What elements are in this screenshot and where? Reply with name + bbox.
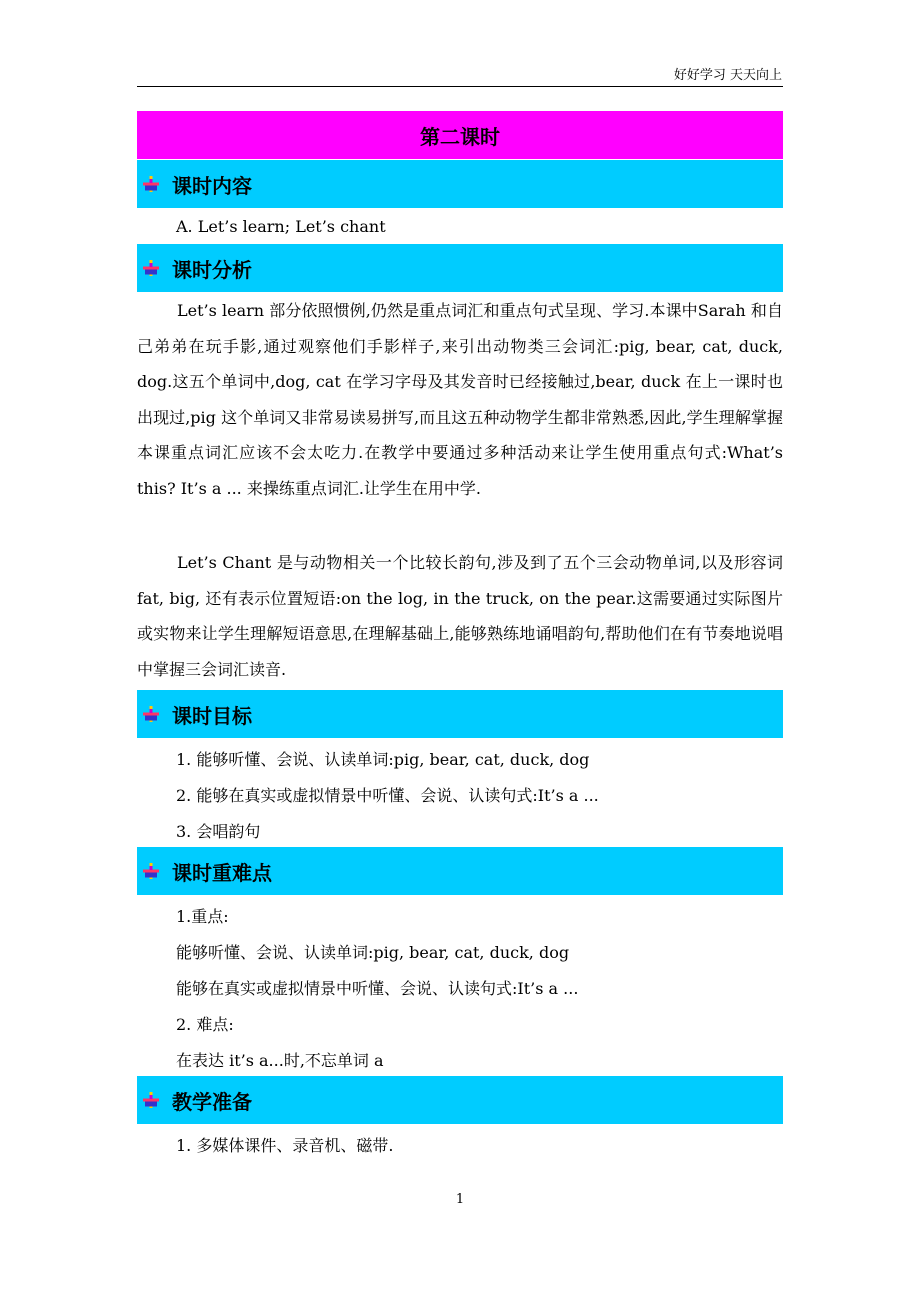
section-heading: 教学准备 bbox=[172, 1089, 252, 1114]
goal-item: 2. 能够在真实或虚拟情景中听懂、会说、认读句式:It’s a ... bbox=[176, 786, 599, 805]
content-text: A. Let’s learn; Let’s chant bbox=[176, 217, 386, 236]
section-header-analysis bbox=[137, 244, 783, 292]
bullet-diamond-icon bbox=[143, 176, 159, 192]
lesson-title: 第二课时 bbox=[420, 124, 500, 149]
section-header-goals bbox=[137, 690, 783, 738]
prep-item: 1. 多媒体课件、录音机、磁带. bbox=[176, 1136, 394, 1155]
header-rule bbox=[137, 86, 783, 87]
section-header-content bbox=[137, 160, 783, 208]
analysis-paragraph-2: Let’s Chant 是与动物相关一个比较长韵句,涉及到了五个三会动物单词,以及形容词 fat, big, 还有表示位置短语:on the log, in the truck, on the pear.这需要通过实际图片或实物来让学生理解短语意思,在理解基础上,能够熟练地诵唱韵句,帮助他们在有节奏地说唱中掌握三会词汇读音. bbox=[137, 553, 783, 679]
lesson-title-bar bbox=[137, 111, 783, 159]
section-heading: 课时重难点 bbox=[172, 860, 272, 885]
keypoint-line: 能够听懂、会说、认读单词:pig, bear, cat, duck, dog bbox=[176, 943, 570, 962]
page-number: 1 bbox=[455, 1192, 465, 1207]
analysis-paragraph-1: Let’s learn 部分依照惯例,仍然是重点词汇和重点句式呈现、学习.本课中Sarah 和自己弟弟在玩手影,通过观察他们手影样子,来引出动物类三会词汇:pig, bear, cat, duck, dog.这五个单词中,dog, cat 在学习字母及其发音时已经接触过,bear, duck 在上一课时也出现过,pig 这个单词又非常易读易拼写,而且这五种动物学生都非常熟悉,因此,学生理解掌握本课重点词汇应该不会太吃力.在教学中要通过多种活动来让学生使用重点句式:What’s this? It’s a ... 来操练重点词汇.让学生在用中学. bbox=[137, 301, 783, 498]
section-heading: 课时内容 bbox=[172, 173, 252, 198]
keypoint-line: 在表达 it’s a...时,不忘单词 a bbox=[176, 1051, 384, 1070]
keypoint-line: 1.重点: bbox=[176, 907, 229, 926]
goal-item: 1. 能够听懂、会说、认读单词:pig, bear, cat, duck, dog bbox=[176, 750, 590, 769]
section-header-prep bbox=[137, 1076, 783, 1124]
goal-item: 3. 会唱韵句 bbox=[176, 822, 261, 841]
section-header-keypoints bbox=[137, 847, 783, 895]
header-text: 好好学习 天天向上 bbox=[673, 68, 782, 83]
bullet-diamond-icon bbox=[143, 706, 159, 722]
bullet-diamond-icon bbox=[143, 1092, 159, 1108]
bullet-diamond-icon bbox=[143, 260, 159, 276]
section-heading: 课时分析 bbox=[172, 257, 252, 282]
bullet-diamond-icon bbox=[143, 863, 159, 879]
section-heading: 课时目标 bbox=[172, 703, 252, 728]
keypoint-line: 能够在真实或虚拟情景中听懂、会说、认读句式:It’s a ... bbox=[176, 979, 579, 998]
keypoint-line: 2. 难点: bbox=[176, 1015, 234, 1034]
